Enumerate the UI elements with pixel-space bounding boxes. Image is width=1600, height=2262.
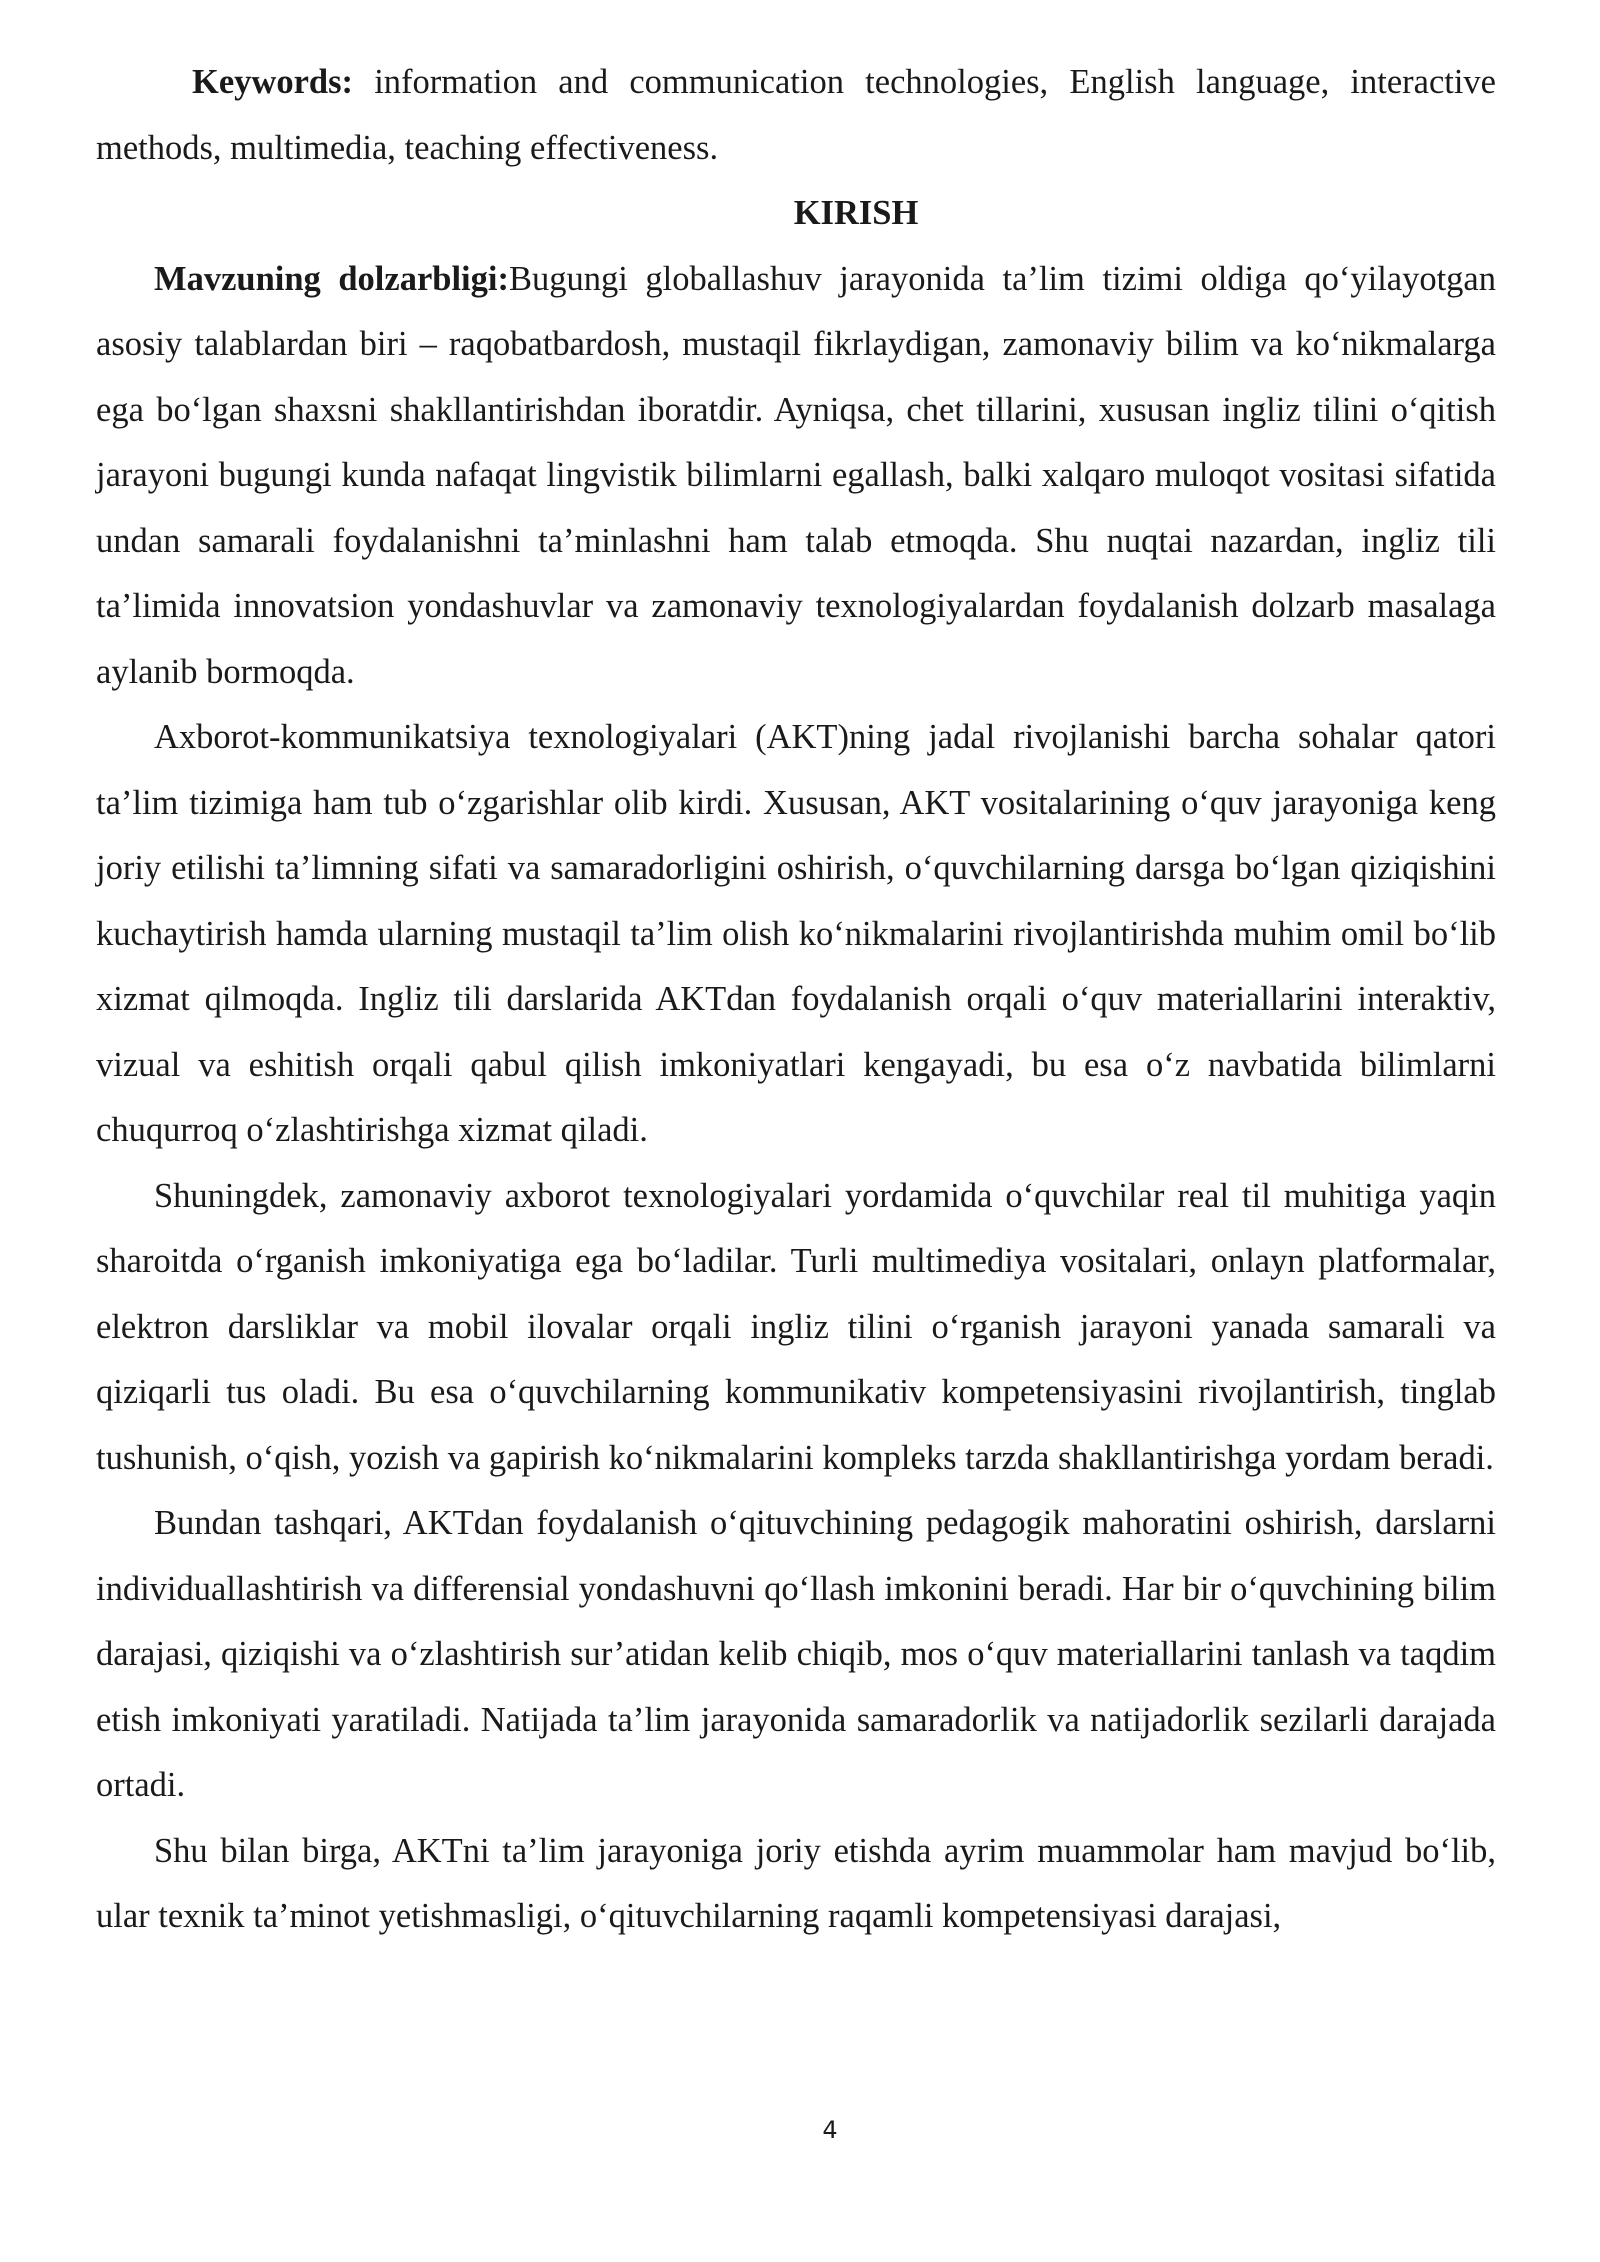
paragraph-ict-development: Axborot-kommunikatsiya texnologiyalari (AKT)ning jadal rivojlanishi barcha sohalar qatori ta’lim tizimiga ham tub o‘zgarishlar olib kirdi. Xususan, AKT vositalarining o‘quv jarayoniga keng joriy etilishi ta’limning sifati va samaradorligini oshirish, o‘quvchilarning darsga bo‘lgan qiziqishini kuchaytirish hamda ularning mustaqil ta’lim olish ko‘nikmalarini rivojlantirishda muhim omil bo‘lib xizmat qilmoqda. Ingliz tili darslarida AKTdan foydalanish orqali o‘quv materiallarini interaktiv, vizual va eshitish orqali qabul qilish imkoniyatlari kengayadi, bu esa o‘z navbatida bilimlarni chuqurroq o‘zlashtirishga xizmat qiladi. (96, 718, 1496, 1149)
keywords-label: Keywords: (192, 63, 353, 101)
paragraph-lead: Mavzuning dolzarbligi: (154, 259, 509, 298)
section-heading: KIRISH (793, 194, 919, 232)
paragraph-problems: Shu bilan birga, AKTni ta’lim jarayoniga joriy etishda ayrim muammolar ham mavjud bo‘lib, ular texnik ta’minot yetishmasligi, o‘qituvchilarning raqamli kompetensiyasi darajasi, (96, 1831, 1496, 1935)
page-number: 4 (822, 2116, 838, 2144)
paragraph-modern-technologies: Shuningdek, zamonaviy axborot texnologiyalari yordamida o‘quvchilar real til muhitiga yaqin sharoitda o‘rganish imkoniyatiga ega bo‘ladilar. Turli multimediya vositalari, onlayn platformalar, elektron darsliklar va mobil ilovalar orqali ingliz tilini o‘rganish jarayoni yanada samarali va qiziqarli tus oladi. Bu esa o‘quvchilarning kommunikativ kompetensiyasini rivojlantirish, tinglab tushunish, o‘qish, yozish va gapirish ko‘nikmalarini kompleks tarzda shakllantirishga yordam beradi. (96, 1176, 1496, 1477)
document-page (96, 50, 1496, 1950)
paragraph-teacher-skills: Bundan tashqari, AKTdan foydalanish o‘qituvchining pedagogik mahoratini oshirish, darslarni individuallashtirish va differensial yondashuvni qo‘llash imkonini beradi. Har bir o‘quvchining bilim darajasi, qiziqishi va o‘zlashtirish sur’atidan kelib chiqib, mos o‘quv materiallarini tanlash va taqdim etish imkoniyati yaratiladi. Natijada ta’lim jarayonida samaradorlik va natijadorlik sezilarli darajada ortadi. (96, 1504, 1496, 1804)
paragraph-text: Bugungi globallashuv jarayonida ta’lim tizimi oldiga qo‘yilayotgan asosiy talablardan biri – raqobatbardosh, mustaqil fikrlaydigan, zamonaviy bilim va ko‘nikmalarga ega bo‘lgan shaxsni shakllantirishdan iboratdir. Ayniqsa, chet tillarini, xususan ingliz tilini o‘qitish jarayoni bugungi kunda nafaqat lingvistik bilimlarni egallash, balki xalqaro muloqot vositasi sifatida undan samarali foydalanishni ta’minlashni ham talab etmoqda. Shu nuqtai nazardan, ingliz tili ta’limida innovatsion yondashuvlar va zamonaviy texnologiyalardan foydalanish dolzarb masalaga aylanib bormoqda. (96, 259, 1496, 691)
paragraph-relevance (96, 247, 1496, 706)
keywords-paragraph (96, 50, 1496, 181)
keywords-text: information and communication technologies, English language, interactive methods, multimedia, teaching effectiveness. (96, 63, 1496, 167)
